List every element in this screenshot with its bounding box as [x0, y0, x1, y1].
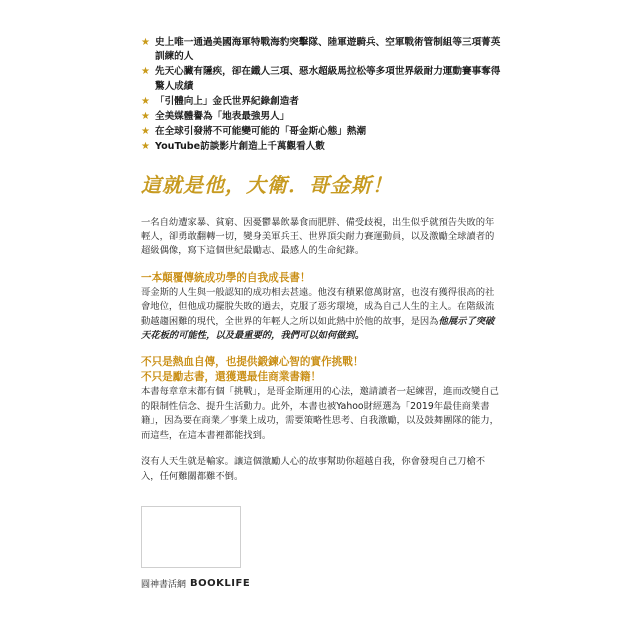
intro-paragraph: 一名自幼遭家暴、貧窮、因憂鬱暴飲暴食而肥胖、備受歧視，出生似乎就預告失敗的年輕人，卻勇敢翻轉一切，變身美軍兵王、世界頂尖耐力賽運動員，以及激勵全球讀者的超級偶像，寫下這個世紀最勵志、最感人的生命紀錄。 — [141, 216, 495, 257]
booklife-logo: BOOKLIFE — [190, 577, 251, 589]
image-placeholder — [141, 506, 241, 568]
highlight-item: ★ YouTube訪談影片創造上千萬觀看人數 — [141, 140, 503, 154]
footer — [141, 577, 503, 590]
section-heading: 不只是勵志書，還獲選最佳商業書籍！ — [141, 371, 322, 384]
emphasis-text: 他展示了突破天花板的可能性，以及最重要的，我們可以如何做到。 — [141, 315, 495, 342]
star-icon: ★ — [141, 66, 150, 78]
product-description — [141, 36, 503, 590]
section-growth-book — [141, 271, 503, 344]
section-heading: 不只是熱血自傳，也提供鍛鍊心智的實作挑戰！ — [141, 356, 364, 369]
highlight-list — [141, 36, 503, 155]
highlight-item: ★ 全美媒體譽為「地表最強男人」 — [141, 110, 503, 124]
closing-paragraph: 沒有人天生就是輸家。讓這個激勵人心的故事幫助你超越自我，你會發現自己刀槍不入，任何難關都難不倒。 — [141, 456, 485, 482]
section-challenge — [141, 355, 503, 443]
section-paragraph: 哥金斯的人生與一般認知的成功相去甚遠。他沒有積累億萬財富，也沒有獲得很高的社會地位，但他成功擺脫失敗的過去，克服了惡劣環境，成為自己人生的主人。在階級流動越趨困難的現代，全世界的年輕人之所以如此熱中於他的故事，是因為他展示了突破天花板的可能性，以及最重要的，我們可以如何做到。 — [141, 286, 495, 342]
section-heading: 一本顛覆傳統成功學的自我成長書！ — [141, 271, 311, 284]
highlight-item: ★ 史上唯一通過美國海軍特戰海豹突擊隊、陸軍遊騎兵、空軍戰術管制組等三項菁英訓練的人 — [141, 37, 501, 63]
star-icon: ★ — [141, 126, 150, 138]
highlight-item: ★ 在全球引發將不可能變可能的「哥金斯心態」熱潮 — [141, 125, 503, 139]
highlight-item: ★ 先天心臟有隱疾，卻在鐵人三項、惡水超級馬拉松等多項世界級耐力運動賽事奪得驚人成績 — [141, 66, 501, 92]
star-icon: ★ — [141, 37, 150, 48]
main-title: 這就是他，大衛．哥金斯！ — [141, 172, 393, 197]
section-paragraph: 本書每章章末都有個「挑戰」，是哥金斯運用的心法，邀請讀者一起練習，進而改變自己的限制性信念、提升生活動力。此外，本書也被Yahoo財經選為「2019年最佳商業書籍」，因為要在商業／事業上成功，需要策略性思考、自我激勵，以及鼓舞團隊的能力，而這些，在這本書裡都能找到。 — [141, 386, 499, 441]
star-icon: ★ — [141, 95, 150, 107]
highlight-item: ★ 「引體向上」金氏世界紀錄創造者 — [141, 95, 503, 109]
publisher-name: 圓神書活網 — [141, 579, 187, 590]
star-icon: ★ — [141, 141, 150, 153]
star-icon: ★ — [141, 111, 150, 123]
